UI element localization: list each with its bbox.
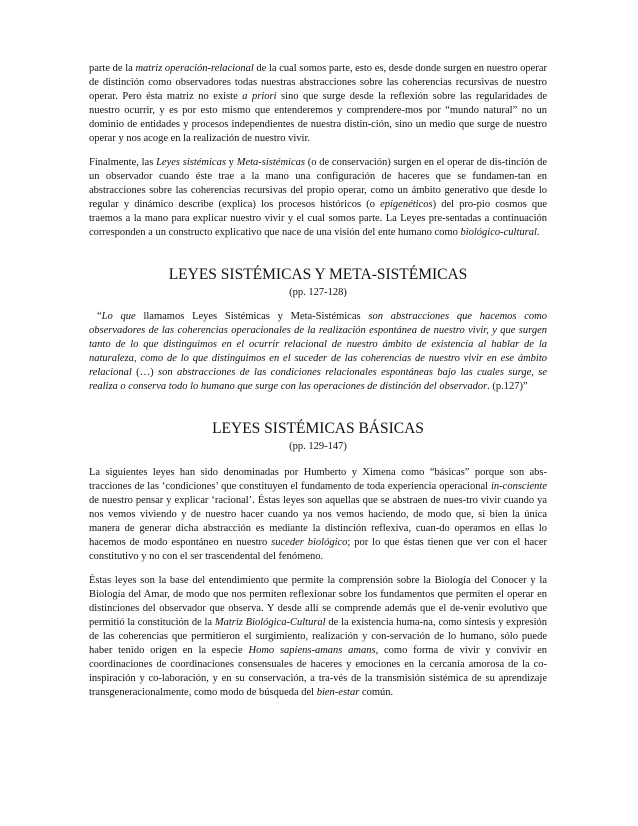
section-pages-leyes-basicas: (pp. 129-147) [289,441,347,452]
paragraph-basicas: La siguientes leyes han sido denominadas por Humberto y Ximena como “básicas” porque son abs-tracciones de las ‘condiciones’ que constituyen el fundamento de toda experiencia operacional in-consciente de nuestro pensar y explicar ‘racional’. Éstas leyes son aquellas que se abstraen de nues-tro vivir cuando ya nos vemos viviendo y de nuestro hacer cuando ya nos vemos haciendo, de modo que, si bien la única manera de generar dicha abstracción es mediante la distinción reflexiva, cuan-do operamos en ellas lo hacemos de modo espontáneo en nuestro suceder biológico; por lo que éstas tienen que ver con el hacer constitutivo y no con el ser trascendental del fenómeno. [89,467,547,562]
quote-text: “Lo que llamamos Leyes Sistémicas y Meta-Sistémicas son abstracciones que hacemos como observadores de las coherencias operacionales de la realización espontánea de nuestro vivir, y que surgen tanto de lo que distinguimos en el ocurrir relacional de nuestro ámbito de existencia al hablar de la naturaleza, como de lo que distinguimos en el suceder de las coherencias de nuestro vivir en ese ámbito relacional (…) son abstracciones de las condiciones relacionales espontáneas bajo las cuales surge, se realiza o conserva todo lo humano que surge con las operaciones de distinción del observador. (p.127)” [89,311,548,392]
block-quote [89,310,547,394]
section-pages-leyes-meta: (pp. 127-128) [289,287,347,298]
document-page [89,62,547,700]
paragraph-intro: parte de la matriz operación-relacional de la cual somos parte, esto es, desde donde surgen en nuestro operar de distinción como observadores todas nuestras abstracciones sobre las coherencias recursivas de nuestro operar. Pero ésta matriz no existe a priori sino que surge desde la reflexión sobre las regularidades de nuestro ocurrir, y es por esto mismo que entenderemos y comprendere-mos por “mundo natural” no un dominio de entidades y procesos independientes de nuestra distin-ción, sino un medio que surge de nuestro operar y nos acoge en la realización de nuestro vivir. [89,63,547,144]
paragraph-estas-leyes: Éstas leyes son la base del entendimiento que permite la comprensión sobre la Biología del Conocer y la Biología del Amar, de modo que nos permiten reflexionar sobre los fundamentos que permiten el operar en distinciones del observador que observa. Y desde allí se comprende además que el de-venir evolutivo que permitió la constitución de la Matriz Biológica-Cultural de la existencia huma-na, como síntesis y expresión de las coherencias que permitieron el surgimiento, realización y con-servación de lo humano, sólo puede haber tenido origen en la especie Homo sapiens-amans amans, como forma de vivir y convivir en coordinaciones de coordinaciones consensuales de haceres y emociones en la cercanía amorosa de la co-inspiración y co-laboración, y en su conservación, a tra-vés de la transmisión sistémica de su aprendizaje transgeneracionalmente, como modo de búsqueda del bien-estar común. [89,575,548,698]
section-title-leyes-meta: LEYES SISTÉMICAS Y META-SISTÉMICAS [168,266,468,283]
paragraph-finalmente: Finalmente, las Leyes sistémicas y Meta-sistémicas (o de conservación) surgen en el operar de dis-tinción de un observador cuando éste trae a la mano una configuración de haceres que se fundamen-tan en abstracciones sobre las coherencias recursivas del propio operar, como un ámbito generativo que desde lo regular y dinámico describe (explica) los procesos históricos (o epigenéticos) del pro-pio cosmos que traemos a la mano para explicar nuestro vivir y el cual somos parte. La Leyes pre-sentadas a continuación corresponden a un constructo explicativo que nace de una visión del ente humano como biológico-cultural. [89,157,548,238]
section-title-leyes-basicas: LEYES SISTÉMICAS BÁSICAS [212,420,424,437]
